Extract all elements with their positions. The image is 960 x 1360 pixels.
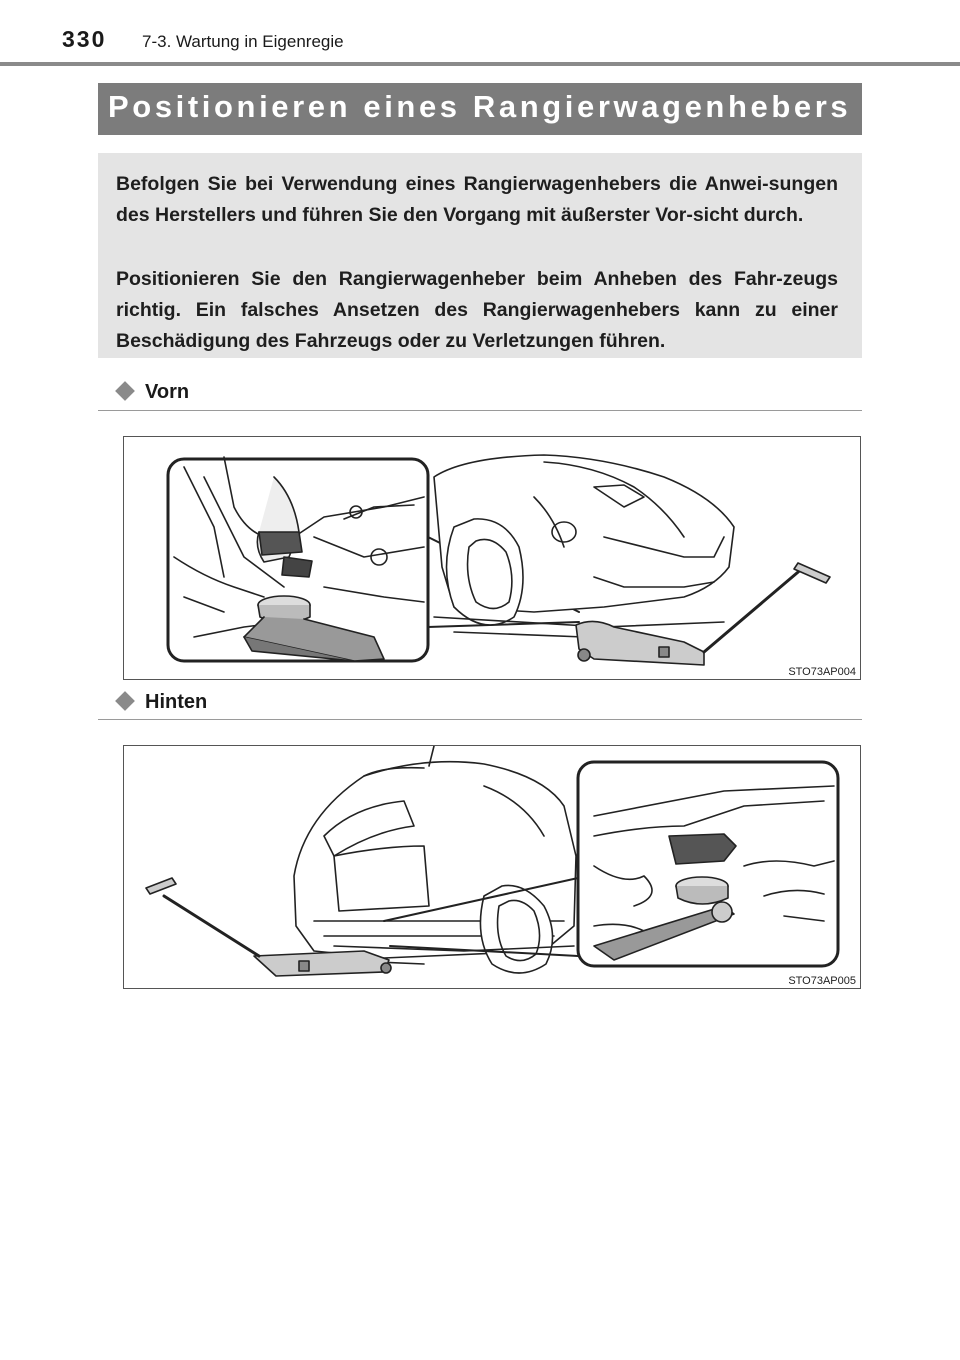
figure-front (123, 436, 861, 680)
figure-rear (123, 745, 861, 989)
page-number: 330 (62, 26, 107, 52)
section-title: Positionieren eines Rangierwagenhebers (108, 89, 852, 124)
front-jack-illustration (124, 437, 862, 681)
figure-front-code: STO73AP004 (788, 666, 856, 678)
section-banner (98, 83, 862, 135)
subheading-front-label: Vorn (145, 381, 190, 403)
intro-box (98, 153, 862, 358)
chapter-title: 7-3. Wartung in Eigenregie (142, 32, 344, 51)
intro-paragraph-1: Befolgen Sie bei Verwendung eines Rangierwagenhebers die Anwei-sungen des Herstellers und führen Sie den Vorgang mit äußerster Vor-sicht durch. (116, 173, 838, 226)
subheading-rear (118, 688, 207, 716)
figure-rear-code: STO73AP005 (788, 975, 856, 987)
subheading-front (118, 378, 189, 406)
rear-jack-illustration (124, 746, 862, 990)
intro-paragraph-2: Positionieren Sie den Rangierwagenheber beim Anheben des Fahr-zeugs richtig. Ein falsches Ansetzen des Rangierwagenhebers kann zu einer Beschädigung des Fahrzeugs oder zu Verletzungen führen. (116, 268, 838, 352)
subheading-front-rule (98, 410, 862, 411)
subheading-rear-rule (98, 719, 862, 720)
diamond-bullet-icon (115, 381, 135, 401)
diamond-bullet-icon (115, 691, 135, 711)
subheading-rear-label: Hinten (145, 691, 208, 713)
header-rule (0, 62, 960, 66)
